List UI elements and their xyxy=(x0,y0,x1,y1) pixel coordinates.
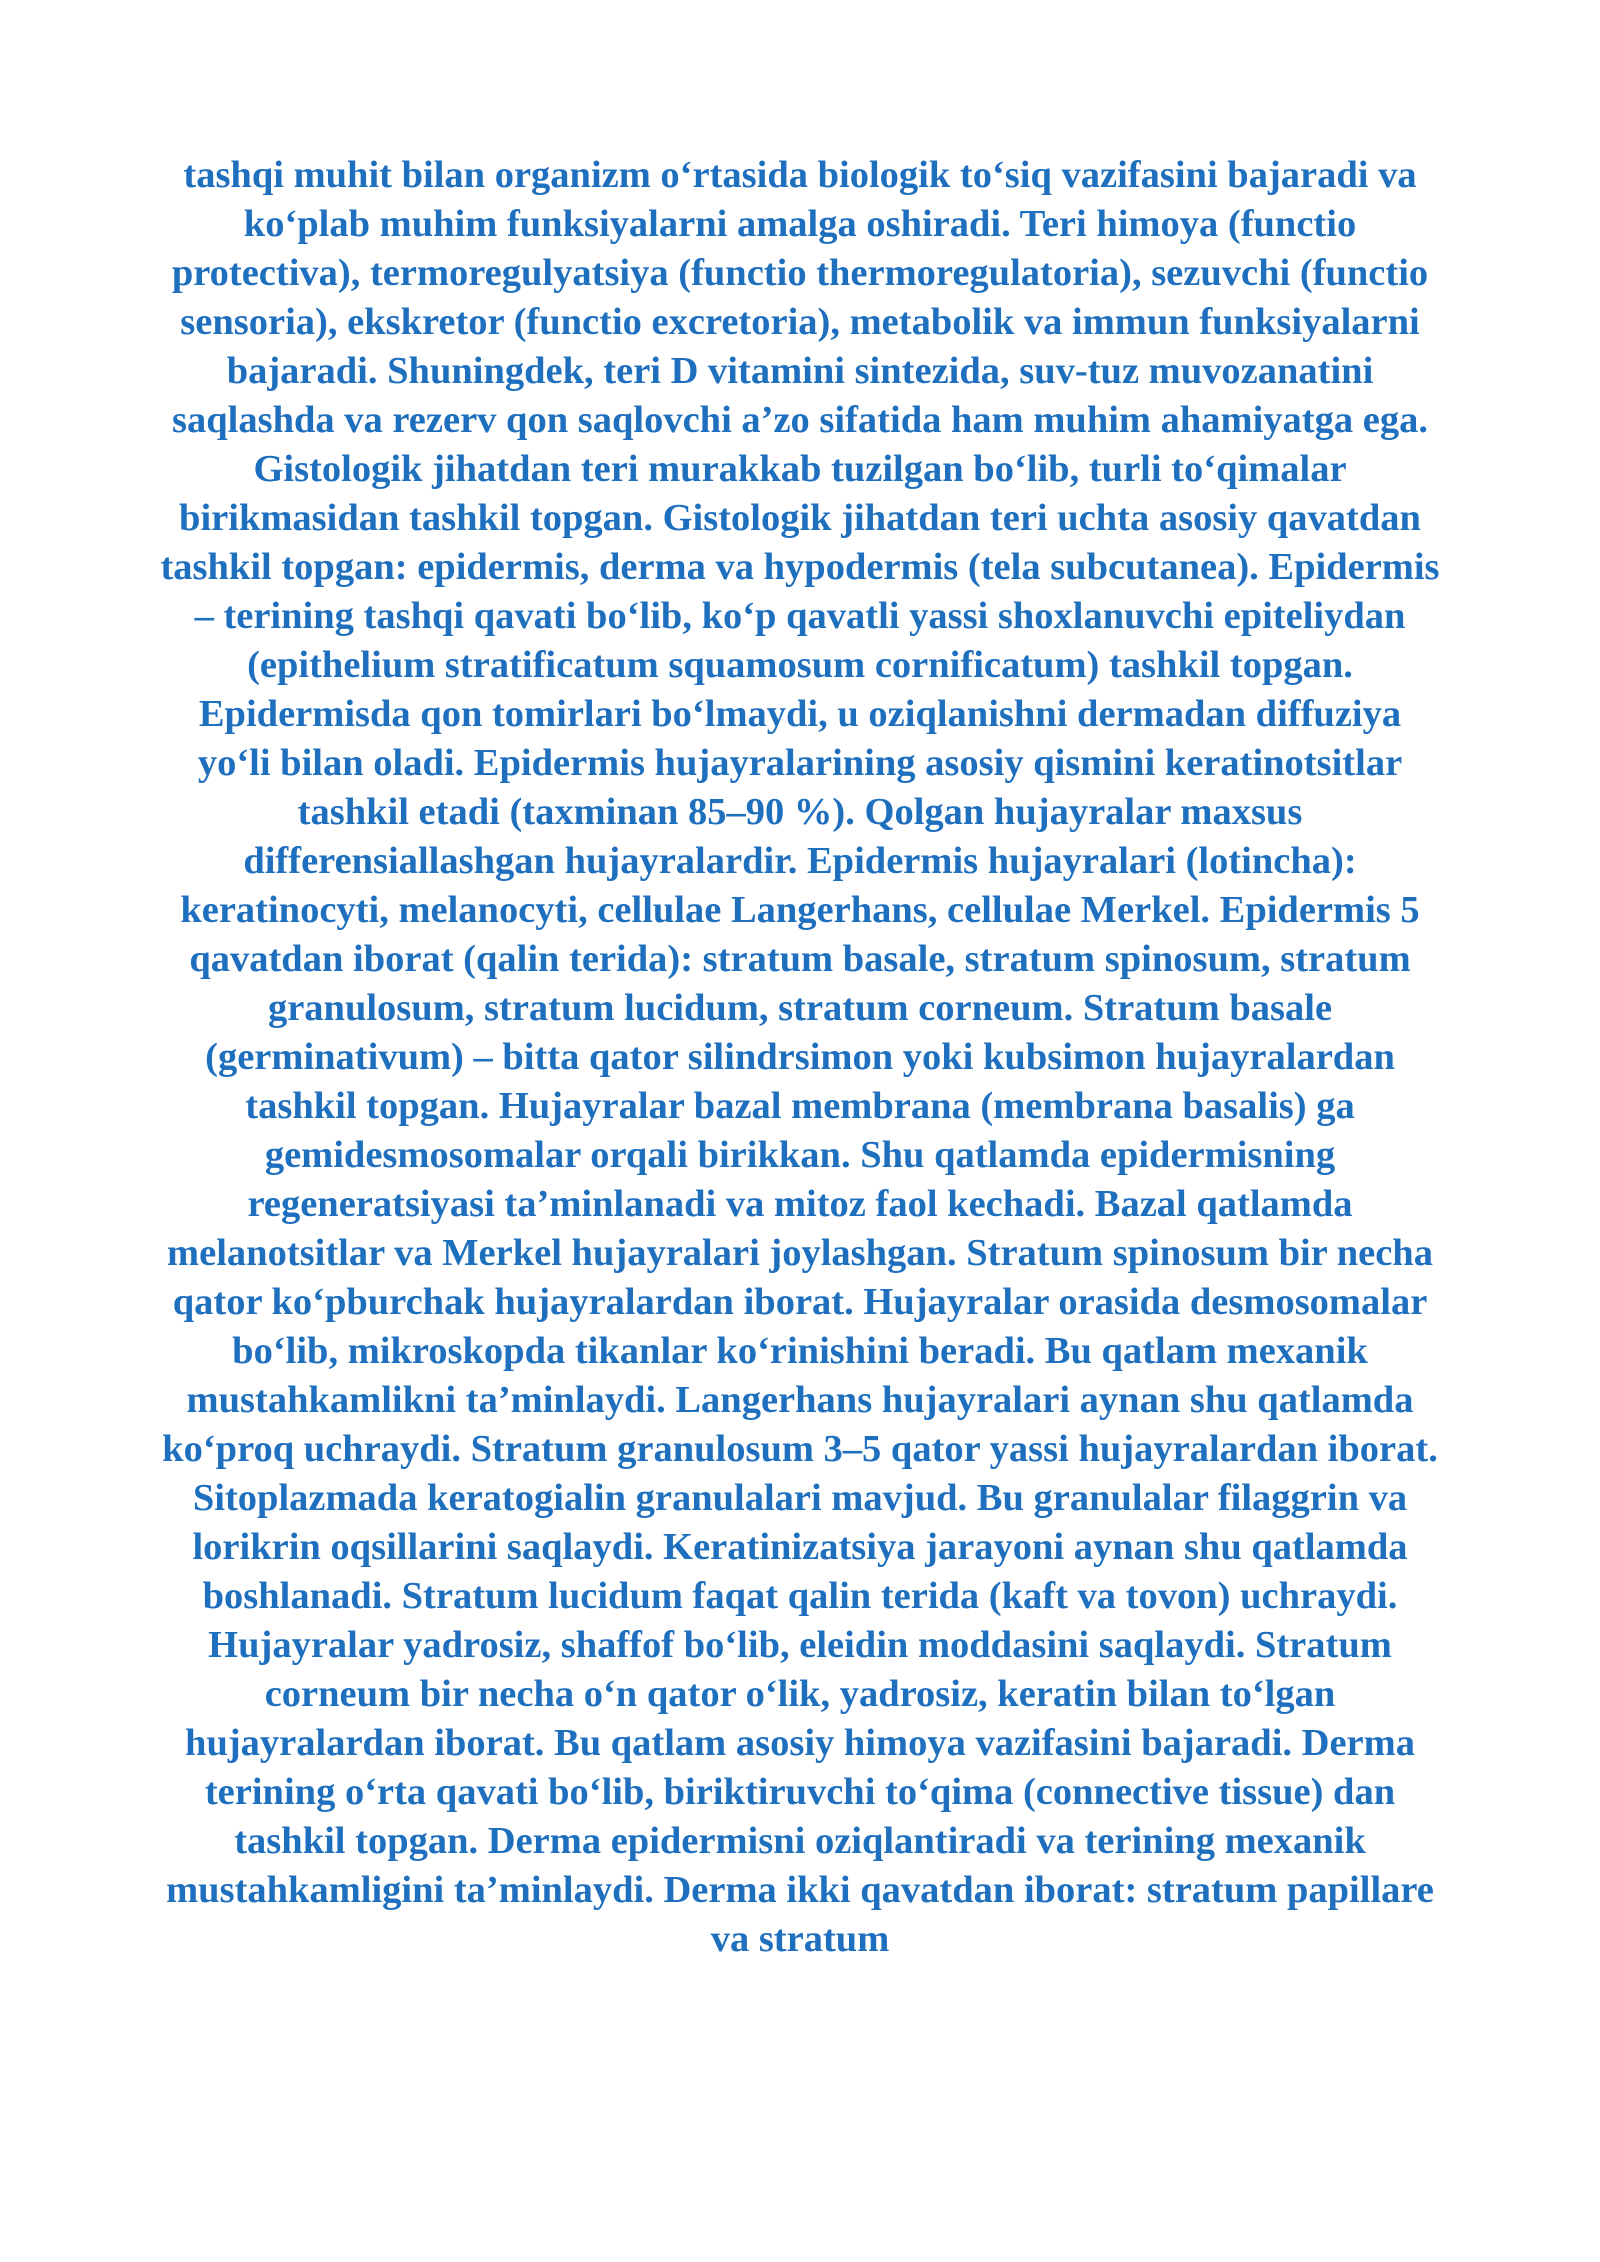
body-paragraph: tashqi muhit bilan organizm o‘rtasida biologik to‘siq vazifasini bajaradi va ko‘plab muhim funksiyalarni amalga oshiradi. Teri himoya (functio protectiva), termoregulyatsiya (functio thermoregulatoria), sezuvchi (functio sensoria), ekskretor (functio excretoria), metabolik va immun funksiyalarni bajaradi. Shuningdek, teri D vitamini sintezida, suv-tuz muvozanatini saqlashda va rezerv qon saqlovchi a’zo sifatida ham muhim ahamiyatga ega. Gistologik jihatdan teri murakkab tuzilgan bo‘lib, turli to‘qimalar birikmasidan tashkil topgan. Gistologik jihatdan teri uchta asosiy qavatdan tashkil topgan: epidermis, derma va hypodermis (tela subcutanea). Epidermis – terining tashqi qavati bo‘lib, ko‘p qavatli yassi shoxlanuvchi epiteliydan (epithelium stratificatum squamosum cornificatum) tashkil topgan. Epidermisda qon tomirlari bo‘lmaydi, u oziqlanishni dermadan diffuziya yo‘li bilan oladi. Epidermis hujayralarining asosiy qismini keratinotsitlar tashkil etadi (taxminan 85–90 %). Qolgan hujayralar maxsus differensiallashgan hujayralardir. Epidermis hujayralari (lotincha): keratinocyti, melanocyti, cellulae Langerhans, cellulae Merkel. Epidermis 5 qavatdan iborat (qalin terida): stratum basale, stratum spinosum, stratum granulosum, stratum lucidum, stratum corneum. Stratum basale (germinativum) – bitta qator silindrsimon yoki kubsimon hujayralardan tashkil topgan. Hujayralar bazal membrana (membrana basalis) ga gemidesmosomalar orqali birikkan. Shu qatlamda epidermisning regeneratsiyasi ta’minlanadi va mitoz faol kechadi. Bazal qatlamda melanotsitlar va Merkel hujayralari joylashgan. Stratum spinosum bir necha qator ko‘pburchak hujayralardan iborat. Hujayralar orasida desmosomalar bo‘lib, mikroskopda tikanlar ko‘rinishini beradi. Bu qatlam mexanik mustahkamlikni ta’minlaydi. Langerhans hujayralari aynan shu qatlamda ko‘proq uchraydi. Stratum granulosum 3–5 qator yassi hujayralardan iborat. Sitoplazmada keratogialin granulalari mavjud. Bu granulalar filaggrin va lorikrin oqsillarini saqlaydi. Keratinizatsiya jarayoni aynan shu qatlamda boshlanadi. Stratum lucidum faqat qalin terida (kaft va tovon) uchraydi. Hujayralar yadrosiz, shaffof bo‘lib, eleidin moddasini saqlaydi. Stratum corneum bir necha o‘n qator o‘lik, yadrosiz, keratin bilan to‘lgan hujayralardan iborat. Bu qatlam asosiy himoya vazifasini bajaradi. Derma terining o‘rta qavati bo‘lib, biriktiruvchi to‘qima (connective tissue) dan tashkil topgan. Derma epidermisni oziqlantiradi va terining mexanik mustahkamligini ta’minlaydi. Derma ikki qavatdan iborat: stratum papillare va stratum xyxy=(160,154,1440,1960)
